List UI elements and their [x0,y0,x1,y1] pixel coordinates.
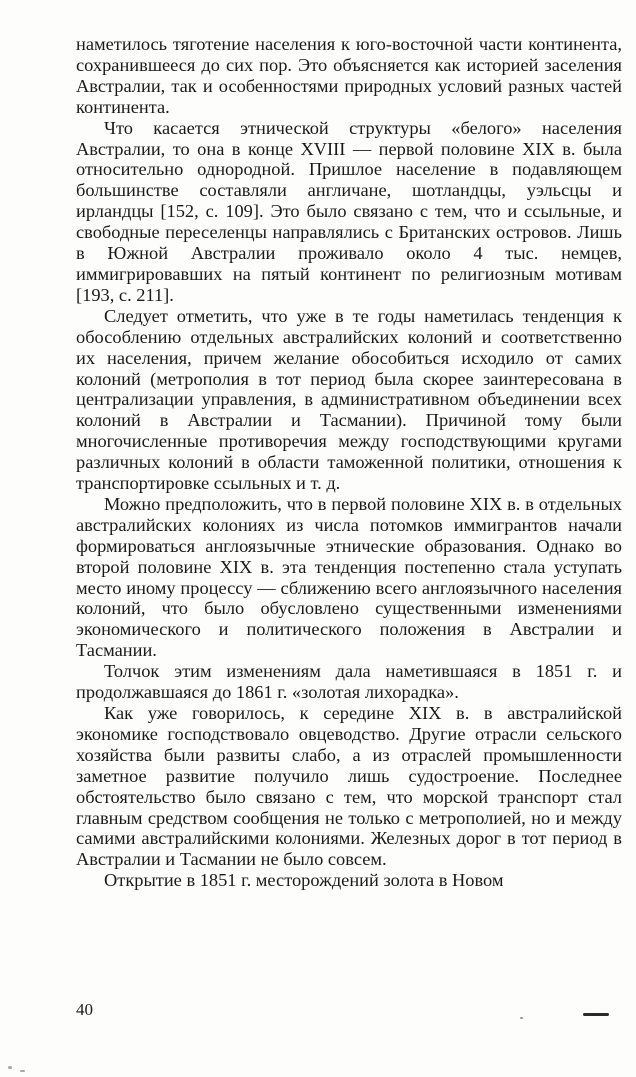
paragraph: Толчок этим изменениям дала наметившаяся в 1851 г. и продолжавшаяся до 1861 г. «золотая лихорадка». [76,661,622,703]
paragraph: Следует отметить, что уже в те годы наметилась тенденция к обособлению отдельных австралийских колоний и соответственно их населения, причем желание обособиться исходило от самих колоний (метрополия в тот период была скорее заинтересована в централизации управления, в административном объединении всех колоний в Австралии и Тасмании). Причиной тому были многочисленные противоречия между господствующими кругами различных колоний в области таможенной политики, отношения к транспортировке ссыльных и т. д. [76,305,622,494]
print-smudge [8,1066,12,1069]
print-smudge [520,1017,523,1019]
print-smudge [20,1070,25,1072]
paragraph: наметилось тяготение населения к юго-восточной части континента, сохранившееся до сих пор. Это объясняется как историей заселения Австралии, так и особенностями природных условий разных частей континента. [76,34,622,117]
paragraph: Как уже говорилось, к середине XIX в. в австралийской экономике господствовало овцеводство. Другие отрасли сельского хозяйства были развиты слабо, а из отраслей промышленности заметное развитие получило лишь судостроение. Последнее обстоятельство было связано с тем, что морской транспорт стал главным средством сообщения не только с метрополией, но и между самими австралийскими колониями. Железных дорог в тот период в Австралии и Тасмании не было совсем. [76,703,622,870]
paragraph: Открытие в 1851 г. месторождений золота в Новом [104,870,504,891]
paragraph: Можно предположить, что в первой половине XIX в. в отдельных австралийских колониях из числа потомков иммигрантов начали формироваться англоязычные этнические образования. Однако во второй половине XIX в. эта тенденция постепенно стала уступать место иному процессу — сближению всего англоязычного населения колоний, что было обусловлено существенными изменениями экономического и политического положения в Австралии и Тасмании. [76,493,622,661]
body-text [76,34,622,891]
paragraph: Что касается этнической структуры «белого» населения Австралии, то она в конце XVIII — первой половине XIX в. была относительно однородной. Пришлое население в подавляющем большинстве составляли англичане, шотландцы, уэльсцы и ирландцы [152, с. 109]. Это было связано с тем, что и ссыльные, и свободные переселенцы направлялись с Британских островов. Лишь в Южной Австралии проживало около 4 тыс. немцев, иммигрировавших на пятый континент по религиозным мотивам [193, с. 211]. [76,117,622,305]
print-smudge [583,1013,609,1016]
page-number: 40 [76,1000,93,1019]
